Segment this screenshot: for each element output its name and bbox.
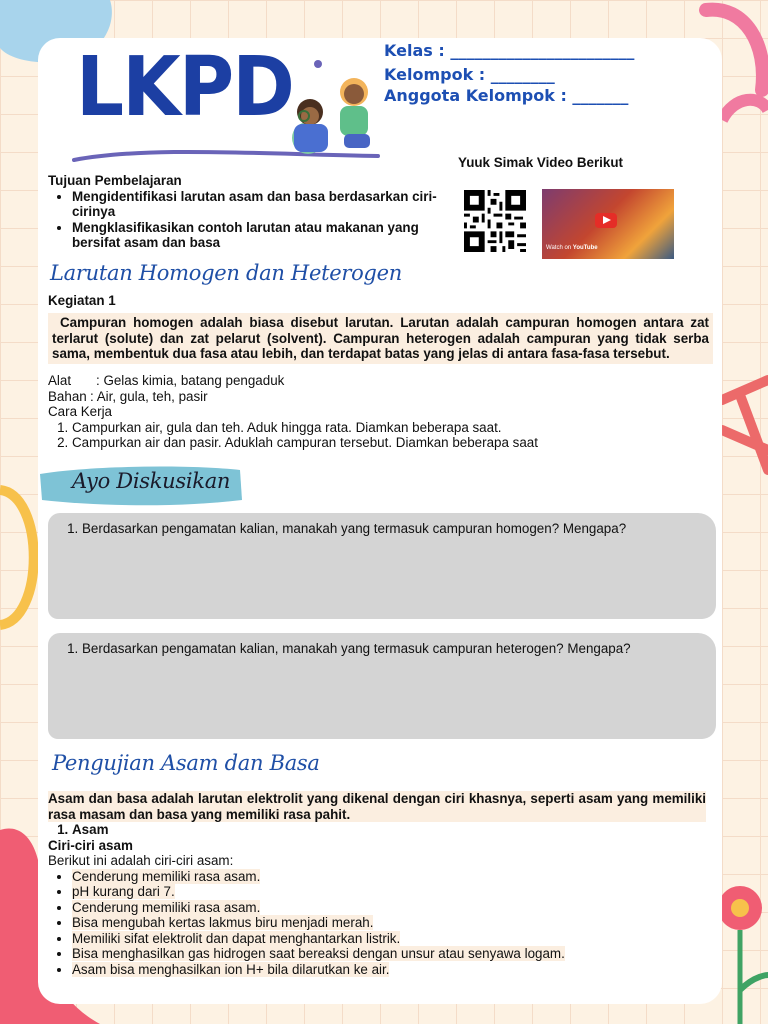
section-title-ayo-diskusikan: Ayo Diskusikan — [72, 469, 231, 493]
question-1: 1. Berdasarkan pengamatan kalian, manakah yang termasuk campuran homogen? Mengapa? — [82, 521, 716, 537]
section-title-pengujian: Pengujian Asam dan Basa — [52, 751, 320, 775]
answer-box-2[interactable] — [48, 633, 716, 739]
answer-box-1[interactable] — [48, 513, 716, 619]
bahan-label: Bahan — [48, 388, 87, 404]
tujuan-section — [48, 173, 438, 251]
watch-on-label: Watch on — [546, 245, 572, 251]
kegiatan-label: Kegiatan 1 — [48, 293, 116, 308]
list-item: Memiliki sifat elektrolit dan dapat menghantarkan listrik. — [72, 930, 401, 946]
alat-label: Alat — [48, 373, 72, 388]
play-icon[interactable] — [595, 213, 617, 228]
video-heading: Yuuk Simak Video Berikut — [458, 155, 623, 170]
kelas-field[interactable]: Kelas : _______________________ — [384, 41, 635, 60]
list-item: Bisa menghasilkan gas hidrogen saat bereaksi dengan unsur atau senyawa logam. — [72, 946, 565, 961]
list-item: • Mengidentifikasi larutan asam dan basa berdasarkan ciri-cirinya — [72, 189, 438, 220]
asam-list — [48, 822, 648, 838]
alat-bahan-section — [48, 373, 648, 451]
list-item: Bisa mengubah kertas lakmus biru menjadi merah. — [72, 915, 374, 930]
worksheet — [38, 38, 722, 1004]
video-thumbnail[interactable] — [542, 189, 674, 259]
list-item: Cenderung memiliki rasa asam. — [72, 899, 261, 915]
tujuan-list — [48, 189, 438, 251]
cara-kerja-heading: Cara Kerja — [48, 404, 113, 419]
anggota-kelompok-field[interactable]: Anggota Kelompok : _______ — [384, 86, 629, 105]
alat-value: : Gelas kimia, batang pengaduk — [96, 373, 285, 388]
ciri-asam-section — [48, 822, 648, 977]
section-title-homogen-heterogen: Larutan Homogen dan Heterogen — [50, 261, 402, 285]
ciri-intro: Berikut ini adalah ciri-ciri asam: — [48, 853, 234, 868]
kids-illustration — [68, 60, 388, 178]
youtube-logo: YouTube — [572, 245, 598, 251]
list-item: 1. Asam — [72, 822, 648, 838]
list-item: 2. Campurkan air dan pasir. Aduklah campuran tersebut. Diamkan beberapa saat — [72, 435, 648, 451]
list-item: pH kurang dari 7. — [72, 884, 175, 899]
list-item: • Mengklasifikasikan contoh larutan atau makanan yang bersifat asam dan basa — [72, 220, 438, 251]
logo-title: LKPD — [76, 40, 294, 135]
kelompok-field[interactable]: Kelompok : ________ — [384, 65, 555, 84]
ciri-asam-heading: Ciri-ciri asam — [48, 837, 133, 853]
intro-paragraph: Campuran homogen adalah biasa disebut larutan. Larutan adalah campuran homogen antara zat terlarut (solute) dan zat pelarut (solvent). Campuran heterogen adalah campuran yang tidak serba sama, membentuk dua fasa atau lebih, dan terdapat batas yang jelas di antara fasa-fasa tersebut. — [48, 313, 713, 364]
bahan-value: : Air, gula, teh, pasir — [90, 388, 208, 404]
asam-basa-intro: Asam dan basa adalah larutan elektrolit yang dikenal dengan ciri khasnya, seperti asam yang memiliki rasa masam dan basa yang memiliki rasa pahit. — [48, 791, 706, 822]
list-item: Cenderung memiliki rasa asam. — [72, 868, 261, 884]
cara-kerja-list — [48, 420, 648, 451]
list-item: 1. Campurkan air, gula dan teh. Aduk hingga rata. Diamkan beberapa saat. — [72, 420, 648, 436]
list-item: Asam bisa menghasilkan ion H+ bila dilarutkan ke air. — [72, 961, 390, 977]
qr-code[interactable] — [462, 190, 528, 252]
question-2: 1. Berdasarkan pengamatan kalian, manakah yang termasuk campuran heterogen? Mengapa? — [82, 641, 716, 657]
tujuan-heading: Tujuan Pembelajaran — [48, 173, 182, 188]
ciri-list — [48, 869, 648, 978]
